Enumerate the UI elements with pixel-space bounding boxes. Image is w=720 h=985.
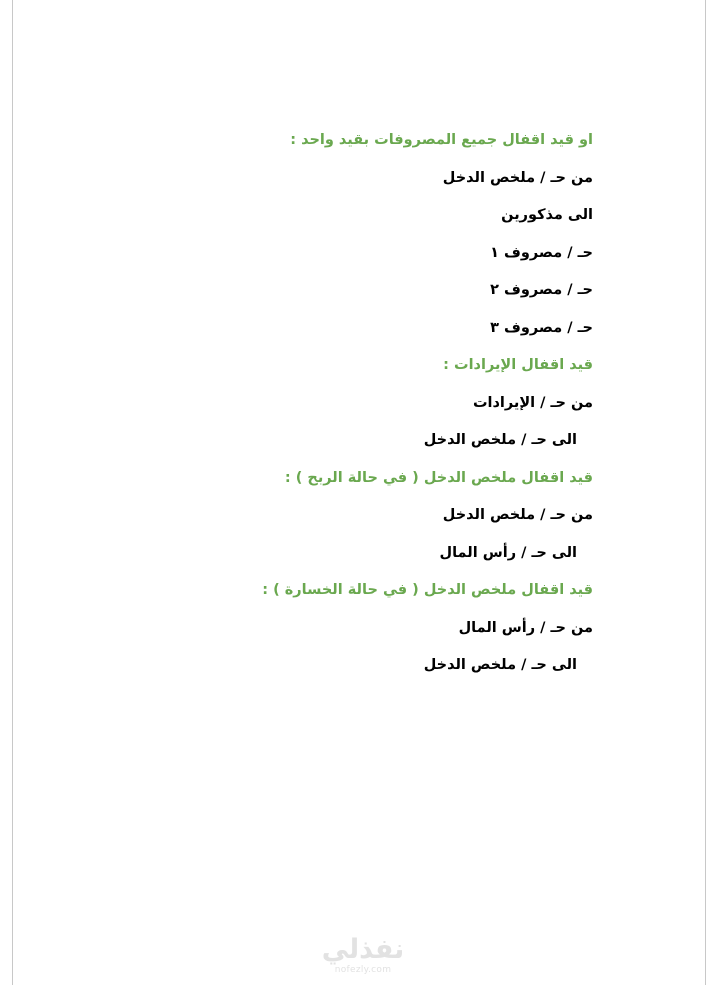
entry-line: الى حـ / رأس المال: [439, 544, 577, 561]
entry-line: من حـ / الإيرادات: [472, 394, 593, 411]
entry-line: الى حـ / ملخص الدخل: [423, 657, 577, 673]
watermark-url: nofezly.com: [334, 965, 392, 975]
document-page: [12, 0, 706, 985]
heading-closing-income-profit: قيد اقفال ملخص الدخل ( في حالة الربح ) :: [284, 469, 593, 486]
entry-line: حـ / مصروف ٣: [490, 319, 593, 336]
entry-line: الى حـ / ملخص الدخل: [423, 432, 577, 448]
heading-closing-revenues: قيد اقفال الإيرادات :: [443, 357, 593, 373]
entry-line: من حـ / رأس المال: [458, 619, 593, 636]
entry-line: حـ / مصروف ٢: [490, 282, 593, 298]
watermark-arabic: نفذلي: [321, 934, 405, 965]
entry-line: الى مذكورين: [501, 207, 593, 223]
heading-closing-income-loss: قيد اقفال ملخص الدخل ( في حالة الخسارة ) :: [262, 582, 593, 598]
entry-line: من حـ / ملخص الدخل: [442, 507, 593, 523]
heading-closing-all-expenses: او قيد اقفال جميع المصروفات بقيد واحد :: [290, 132, 593, 148]
entry-line: حـ / مصروف ١: [490, 244, 593, 261]
document-body: [262, 126, 593, 689]
entry-line: من حـ / ملخص الدخل: [442, 169, 593, 186]
